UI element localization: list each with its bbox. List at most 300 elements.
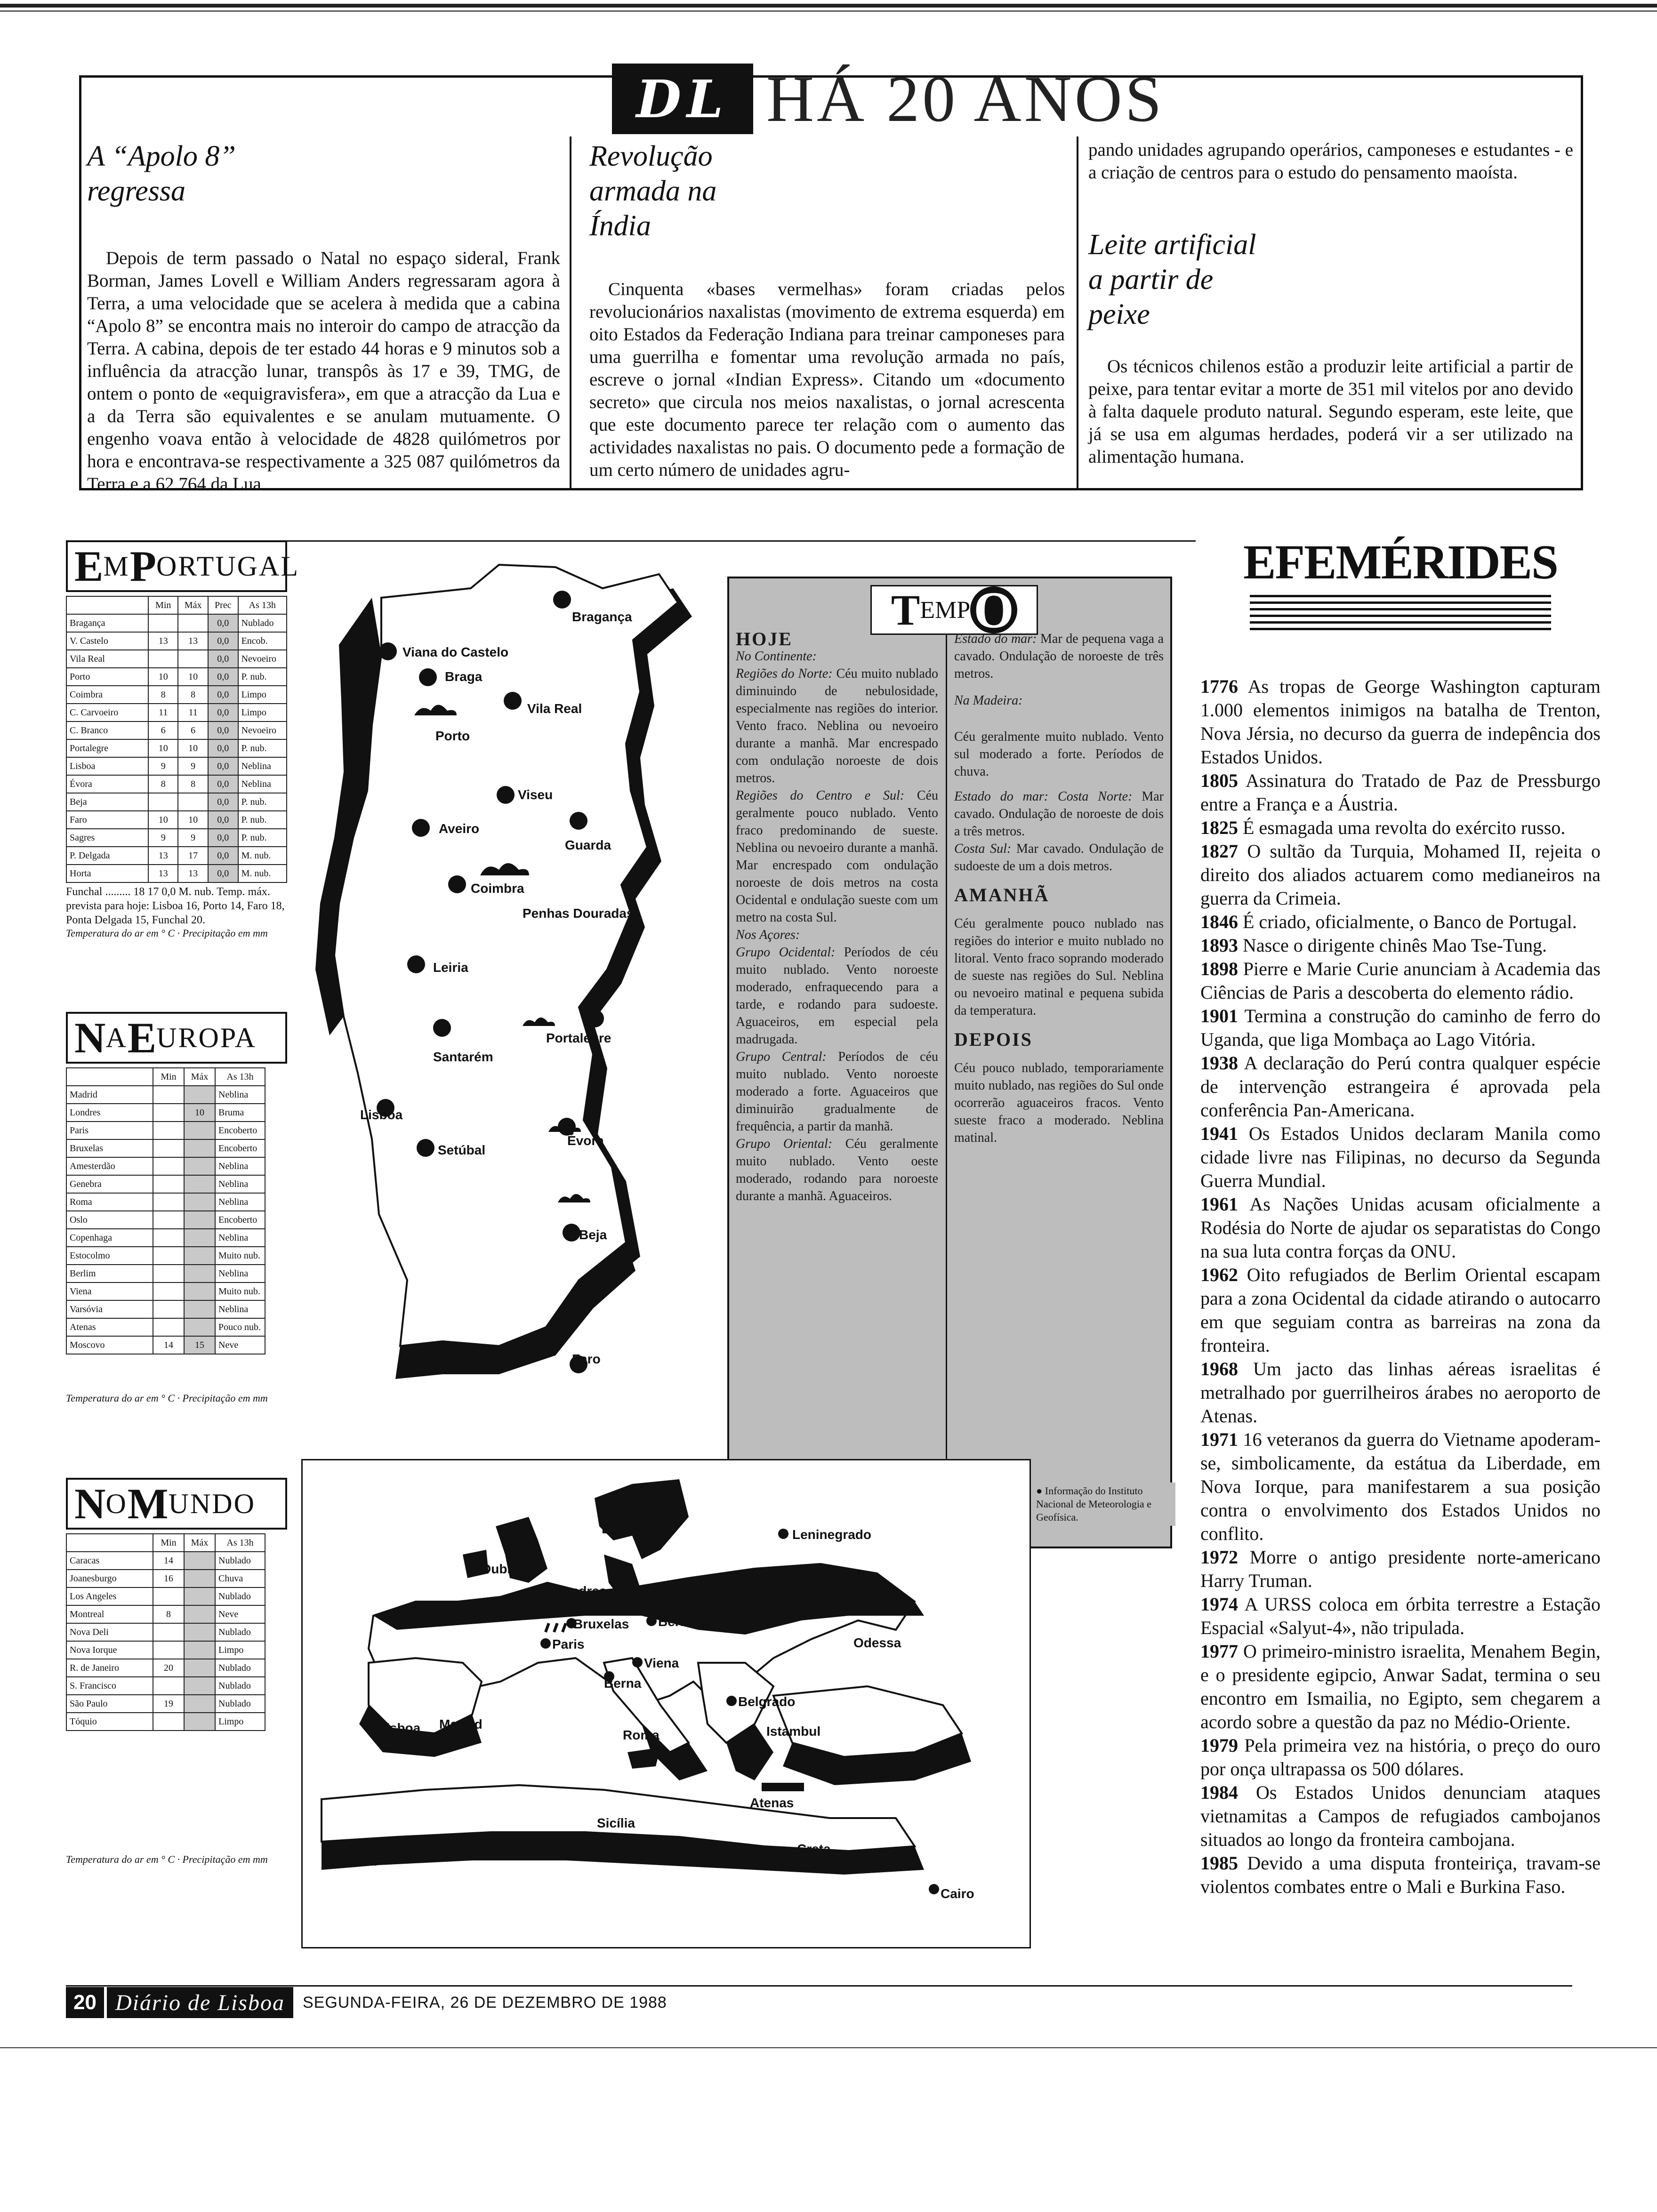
leite-headline: Leite artificial a partir de peixe [1088,229,1256,330]
efemeride-item [1200,934,1601,957]
city-dot [929,1884,939,1894]
efemeride-text: As Nações Unidas acusam oficialmente a Rodésia do Norte de ajudar os separatistas do Congo na sua luta contra forças da ONU. [1200,1194,1601,1262]
table-row [66,1175,265,1193]
city-cell: Moscovo [66,1336,153,1354]
efemeride-year: 1898 [1200,958,1238,979]
column-header: As 13h [215,1534,265,1552]
value-cell: 8 [178,686,208,704]
efemeride-text: Pela primeira vez na história, o preço do ouro por onça ultrapassa os 500 dólares. [1200,1735,1601,1779]
city-cell: Genebra [66,1175,153,1193]
em-portugal-panel [66,540,299,939]
efemeride-year: 1941 [1200,1123,1238,1144]
map-city-label: Moscovo [788,1601,845,1615]
value-cell: 10 [148,739,178,757]
value-cell: 0,0 [208,793,238,811]
condition-cell: Neblina [215,1157,265,1175]
efemeride-year: 1825 [1200,817,1238,838]
efemeride-text: 16 veteranos da guerra do Vietname apoderam-se, simbolicamente, da estátua da Liberdade, em Nova Iorque, para manifestarem a sua posição contra o envolvimento dos Estados Unidos no conflito. [1200,1429,1601,1544]
value-cell [184,1623,215,1641]
city-cell: Montreal [66,1605,153,1623]
map-city-label: Braga [445,669,483,684]
value-cell: 0,0 [208,704,238,721]
value-cell [184,1175,215,1193]
map-city-label: Setúbal [438,1143,486,1157]
centro-text: Céu geralmente pouco nublado. Vento fraco predominando de sueste. Neblina ou nevoeiro durante a manhã. Mar encrespado com ondulação noroeste de dois metros na costa Ocidental e ondulação sueste com um metro na costa Sul. [736,788,938,925]
map-city-label: Madrid [439,1717,483,1731]
city-dot [412,819,430,837]
map-city-label: Aveiro [439,821,480,836]
condition-cell: Encob. [238,632,287,650]
efemeride-item [1200,1546,1601,1593]
condition-cell: Nublado [215,1659,265,1677]
amanha-text: Céu geralmente pouco nublado nas regiões do interior e muito nublado no litoral. Vento fraco soprando moderado de sueste nas regiões do Sul. Neblina ou nevoeiro matinal e pequena subida da temperatura. [954,916,1164,1018]
efemeride-item [1200,1428,1601,1546]
top-rule [0,4,1657,8]
efemeride-text: A URSS coloca em órbita terrestre a Estação Espacial «Salyut-4», não tripulada. [1200,1594,1601,1638]
no-mundo-table [66,1533,265,1731]
value-cell [153,1211,184,1229]
efemeride-year: 1846 [1200,911,1238,932]
value-cell [178,650,208,668]
efemeride-year: 1971 [1200,1429,1238,1450]
table-row [66,1247,265,1265]
city-cell: Coimbra [66,686,148,704]
city-dot [504,692,522,710]
condition-cell: Neve [215,1336,265,1354]
na-europa-title: N A E UROPA [66,1012,287,1064]
value-cell: 10 [184,1104,215,1122]
value-cell [184,1086,215,1104]
india-article [589,139,1065,481]
value-cell: 0,0 [208,721,238,739]
value-cell [153,1282,184,1300]
central-text: Períodos de céu muito nublado. Vento noroeste moderado a forte. Aguaceiros que diminuirão gradualmente de frequência, a partir da manhã. [736,1050,939,1134]
condition-cell: Encoberto [215,1122,265,1139]
value-cell [153,1157,184,1175]
table-row [66,1605,265,1623]
efemeride-year: 1985 [1200,1852,1238,1874]
condition-cell: Neblina [215,1175,265,1193]
efemeride-text: Termina a construção do caminho de ferro do Uganda, que liga Mombaça ao Lago Vitória. [1200,1005,1601,1050]
value-cell: 11 [178,704,208,721]
value-cell: 8 [178,775,208,793]
efemeride-year: 1977 [1200,1641,1238,1662]
value-cell [184,1318,215,1336]
value-cell: 14 [153,1336,184,1354]
efemerides-section [1200,534,1601,1899]
dl-logo: DL [612,64,753,134]
value-cell: 0,0 [208,650,238,668]
bottom-rule [0,2047,1657,2048]
column-header: Min [153,1068,184,1086]
value-cell: 10 [178,739,208,757]
condition-cell: Neblina [238,757,287,775]
efemeride-text: Um jacto das linhas aéreas israelitas é metralhado por guerrilheiros árabes no aeroporto de Atenas. [1200,1358,1601,1427]
city-dot [726,1696,737,1706]
depois-heading: DEPOIS [954,1029,1033,1050]
value-cell [184,1570,215,1587]
city-cell: Oslo [66,1211,153,1229]
city-cell: Roma [66,1193,153,1211]
city-dot [540,1638,551,1649]
efemeride-year: 1893 [1200,935,1238,956]
city-dot [773,1601,784,1611]
condition-cell: Limpo [238,686,287,704]
tempo-divider [946,635,947,1534]
value-cell [153,1193,184,1211]
estado-mar-text: Mar de pequena vaga a cavado. Ondulação de noroeste de três metros. [954,632,1164,681]
map-city-label: Roma [623,1728,660,1742]
value-cell [184,1677,215,1695]
efemeride-item [1200,675,1601,769]
efemeride-item [1200,910,1601,934]
europe-map [301,1459,1031,1948]
map-city-label: Berna [604,1676,642,1691]
condition-cell: Neve [215,1605,265,1623]
value-cell: 0,0 [208,811,238,829]
value-cell: 6 [148,721,178,739]
value-cell [153,1139,184,1157]
apollo-headline: A “Apolo 8” regressa [87,140,236,207]
city-dot [563,1224,580,1242]
city-cell: Nova Deli [66,1623,153,1641]
em-portugal-footnote: Funchal ......... 18 17 0,0 M. nub. Temp. máx. prevista para hoje: Lisboa 16, Porto 14, Faro 18, Ponta Delgada 15, Funchal 20. [66,886,285,926]
map-city-label: Atenas [750,1795,794,1810]
tempo-source [1033,1483,1175,1526]
oriental-label: Grupo Oriental: [736,1137,833,1151]
city-cell: Nova Iorque [66,1641,153,1659]
map-city-label: Penhas Douradas [523,906,634,921]
table-row [66,1336,265,1354]
table-row [66,739,287,757]
condition-cell: Neblina [238,775,287,793]
map-city-label: Odessa [853,1635,901,1650]
map-city-label: Estocolmo [602,1522,669,1536]
efemeride-item [1200,957,1601,1004]
value-cell [184,1605,215,1623]
city-dot [448,875,466,893]
table-row [66,1677,265,1695]
no-mundo-legend: Temperatura do ar em ° C · Precipitação em mm [66,1853,268,1865]
table-row [66,1086,265,1104]
ha-20-anos-banner [612,64,1165,134]
condition-cell: Neblina [215,1193,265,1211]
value-cell: 14 [153,1552,184,1570]
efemeride-text: Assinatura do Tratado de Paz de Pressburgo entre a França e a Áustria. [1200,770,1601,815]
efemeride-year: 1962 [1200,1264,1238,1285]
city-cell: S. Francisco [66,1677,153,1695]
efemeride-text: Oito refugiados de Berlim Oriental escapam para a zona Ocidental da cidade atirando o autocarro em que seguiam contra as barreiras na zona da fronteira. [1200,1264,1601,1356]
condition-cell: Nublado [215,1587,265,1605]
value-cell [148,614,178,632]
value-cell: 17 [178,847,208,865]
city-cell: Porto [66,668,148,686]
table-row [66,793,287,811]
city-cell: Atenas [66,1318,153,1336]
condition-cell: Muito nub. [215,1247,265,1265]
efemerides-decorative-rule [1250,595,1551,633]
value-cell [184,1229,215,1247]
condition-cell: Pouco nub. [215,1318,265,1336]
condition-cell: Encoberto [215,1211,265,1229]
value-cell: 0,0 [208,757,238,775]
efemeride-text: Morre o antigo presidente norte-americano Harry Truman. [1200,1547,1601,1591]
value-cell [184,1139,215,1157]
condition-cell: Nublado [238,614,287,632]
efemeride-item [1200,1193,1601,1263]
value-cell: 15 [184,1336,215,1354]
value-cell [178,793,208,811]
value-cell: 13 [148,865,178,882]
city-dot [632,1657,643,1667]
condition-cell: Nublado [215,1695,265,1713]
condition-cell: Encoberto [215,1139,265,1157]
value-cell: 0,0 [208,632,238,650]
map-city-label: Faro [572,1352,601,1366]
condition-cell: P. nub. [238,739,287,757]
issue-date: SEGUNDA-FEIRA, 26 DE DEZEMBRO DE 1988 [302,1993,667,2012]
table-row [66,1122,265,1139]
map-city-label: Berlim [658,1614,700,1629]
table-row [66,1157,265,1175]
footer [66,1987,667,2018]
condition-cell: Muito nub. [215,1282,265,1300]
condition-cell: Neblina [215,1086,265,1104]
city-dot [379,642,397,660]
table-row [66,1695,265,1713]
column-header [66,1534,153,1552]
city-dot [586,1010,604,1027]
table-row [66,614,287,632]
value-cell [153,1265,184,1282]
em-portugal-legend: Temperatura do ar em ° C · Precipitação em mm [66,927,268,939]
value-cell: 13 [148,847,178,865]
condition-cell: Neblina [215,1300,265,1318]
table-row [66,650,287,668]
table-row [66,721,287,739]
value-cell: 9 [148,829,178,847]
value-cell [184,1552,215,1570]
efemeride-year: 1972 [1200,1547,1238,1568]
column-divider [570,136,571,489]
no-mundo-panel [66,1478,287,1866]
india-headline: Revolução armada na Índia [589,140,717,242]
no-mundo-title: N O M UNDO [66,1478,287,1530]
efemeride-text: As tropas de George Washington capturam 1.000 elementos inimigos na batalha de Trenton, Nova Jérsia, no decurso da guerra de indepência dos Estados Unidos. [1200,676,1601,768]
value-cell: 0,0 [208,668,238,686]
condition-cell: Neblina [215,1229,265,1247]
efemeride-year: 1805 [1200,770,1238,791]
costa-sul-label: Costa Sul: [954,842,1012,856]
value-cell [153,1175,184,1193]
value-cell: 13 [178,865,208,882]
estado-mar-label: Estado do mar: [954,632,1037,646]
condition-cell: Bruma [215,1104,265,1122]
value-cell: 0,0 [208,686,238,704]
india-body: Cinquenta «bases vermelhas» foram criadas pelos revolucionários naxalistas (movimento de extrema esquerda) em oito Estados da Federação Indiana para treinar camponeses para uma guerrilha e fomentar uma revolução armada no país, escreve o jornal «Indian Express». Citando um «documento secreto» que circula nos meios naxalistas, o jornal acrescenta que este documento parece ter relação com o aumento das actividades naxalistas no pais. O documento pede a formação de um certo número de unidades agru- [589,279,1065,480]
map-city-label: Londres [555,1584,607,1598]
oriental-text: Céu geralmente muito nublado. Vento oeste moderado, rodando para noroeste durante a manhã. Aguaceiros. [736,1137,939,1203]
table-row [66,1570,265,1587]
table-row [66,1282,265,1300]
efemeride-text: Devido a uma disputa fronteiriça, travam-se violentos combates entre o Mali e Burkina Faso. [1200,1852,1601,1897]
value-cell: 20 [153,1659,184,1677]
efemeride-item [1200,1357,1601,1428]
condition-cell: M. nub. [238,865,287,882]
efemeride-year: 1961 [1200,1194,1238,1215]
condition-cell: Nublado [215,1677,265,1695]
map-city-label: Viana do Castelo [402,645,509,659]
value-cell: 0,0 [208,614,238,632]
table-header [66,596,287,614]
table-row [66,632,287,650]
city-dot [322,1853,332,1863]
city-cell: Madrid [66,1086,153,1104]
table-row [66,775,287,793]
efemeride-item [1200,1004,1601,1051]
city-cell: Berlim [66,1265,153,1282]
efemeride-year: 1979 [1200,1735,1238,1756]
city-cell: Évora [66,775,148,793]
efemeride-item [1200,1051,1601,1122]
madeira-text: Céu geralmente muito nublado. Vento sul moderado a forte. Períodos de chuva. [954,729,1164,779]
value-cell [184,1157,215,1175]
portugal-map-labels [301,546,720,1459]
map-city-label: Marraquexe [333,1851,408,1866]
value-cell: 10 [148,668,178,686]
efemeride-year: 1968 [1200,1358,1238,1379]
city-cell: Bragança [66,614,148,632]
hoje-heading: HOJE [736,628,793,649]
city-dot [497,786,515,804]
value-cell: 8 [148,775,178,793]
efemeride-item [1200,1851,1601,1899]
efemeride-year: 1974 [1200,1594,1238,1615]
map-city-label: Oslo [613,1504,643,1518]
value-cell [148,793,178,811]
source-bullet-icon: ● [1036,1485,1045,1497]
map-city-label: Coimbra [471,881,524,896]
tempo-title: T EMP O [870,585,1038,635]
city-dot [570,812,587,830]
value-cell [153,1713,184,1731]
condition-cell: Limpo [238,704,287,721]
tempo-right-column [954,630,1164,1146]
column-header: As 13h [238,596,287,614]
acores-label: Nos Açores: [736,928,800,942]
value-cell: 0,0 [208,775,238,793]
efemeride-item [1200,840,1601,910]
map-city-label: Istambul [766,1724,821,1739]
tempo-panel [727,577,1172,1548]
apollo-article [87,139,560,496]
value-cell: 6 [178,721,208,739]
value-cell [184,1122,215,1139]
page-number: 20 [66,1987,104,2018]
city-cell: Viena [66,1282,153,1300]
city-dot [419,668,437,686]
footer-rule [66,1985,1572,1987]
column-header: Min [148,596,178,614]
continente-label: No Continente: [736,649,817,664]
table-row [66,757,287,775]
city-cell: C. Carvoeiro [66,704,148,721]
city-cell: Caracas [66,1552,153,1570]
right-column [1088,139,1573,468]
table-row [66,1552,265,1570]
city-cell: São Paulo [66,1695,153,1713]
efemeride-item [1200,1122,1601,1193]
efemeride-year: 1938 [1200,1052,1238,1074]
table-row [66,1641,265,1659]
map-city-label: Portalegre [546,1031,611,1045]
efemeride-year: 1827 [1200,841,1238,862]
top-rule-thin [0,10,1657,12]
city-cell: Los Angeles [66,1587,153,1605]
value-cell: 13 [148,632,178,650]
map-city-label: Beja [579,1227,607,1242]
column-header: As 13h [215,1068,265,1086]
mar-norte-text: Mar cavado. Ondulação de noroeste de dois a três metros. [954,789,1164,839]
map-city-label: Belgrado [738,1694,796,1709]
na-europa-legend: Temperatura do ar em ° C · Precipitação em mm [66,1392,268,1404]
value-cell [153,1104,184,1122]
section-title: HÁ 20 ANOS [766,63,1165,136]
map-city-label: Paris [552,1637,585,1651]
city-cell: Horta [66,865,148,882]
value-cell: 0,0 [208,829,238,847]
map-city-label: Vila Real [527,701,582,716]
condition-cell: P. nub. [238,829,287,847]
efemeride-text: Os Estados Unidos denunciam ataques vietnamitas a Campos de refugiados cambojanos situados ao longo da fronteira cambojana. [1200,1782,1601,1850]
table-row [66,1300,265,1318]
value-cell [184,1641,215,1659]
value-cell [184,1695,215,1713]
city-dot [433,1019,451,1037]
efemeride-text: Pierre e Marie Curie anunciam à Academia das Ciências de Paris a descoberta do elemento rádio. [1200,958,1601,1003]
city-cell: V. Castelo [66,632,148,650]
condition-cell: Limpo [215,1713,265,1731]
value-cell [184,1193,215,1211]
efemeride-item [1200,769,1601,816]
value-cell: 0,0 [208,847,238,865]
na-europa-table [66,1067,265,1354]
map-city-label: Creta [797,1842,831,1856]
column-header [66,596,148,614]
condition-cell: Nublado [215,1623,265,1641]
condition-cell: Neblina [215,1265,265,1282]
table-row [66,1211,265,1229]
costa-sul-text: Mar cavado. Ondulação de sudoeste de um a dois metros. [954,842,1164,874]
value-cell [184,1713,215,1731]
efemeride-text: A declaração do Perú contra qualquer espécie de intervenção estrangeira é aprovada pela conferência Pan-Americana. [1200,1052,1601,1121]
value-cell [184,1211,215,1229]
depois-text: Céu pouco nublado, temporariamente muito nublado, nas regiões do Sul onde ocorrerão aguaceiros fracos. Vento sueste fraco a moderado. Neblina matinal. [954,1061,1164,1145]
column-header: Máx [178,596,208,614]
efemeride-item [1200,1593,1601,1640]
table-row [66,1713,265,1731]
map-city-label: Leninegrado [792,1527,872,1542]
table-row [66,668,287,686]
city-cell: C. Branco [66,721,148,739]
norte-label: Regiões do Norte: [736,666,833,681]
efemeride-text: Nasce o dirigente chinês Mao Tse-Tung. [1243,935,1547,956]
value-cell: 9 [148,757,178,775]
map-city-label: Sicília [597,1816,635,1830]
city-cell: Estocolmo [66,1247,153,1265]
efemerides-list [1200,675,1601,1899]
value-cell: 10 [178,811,208,829]
